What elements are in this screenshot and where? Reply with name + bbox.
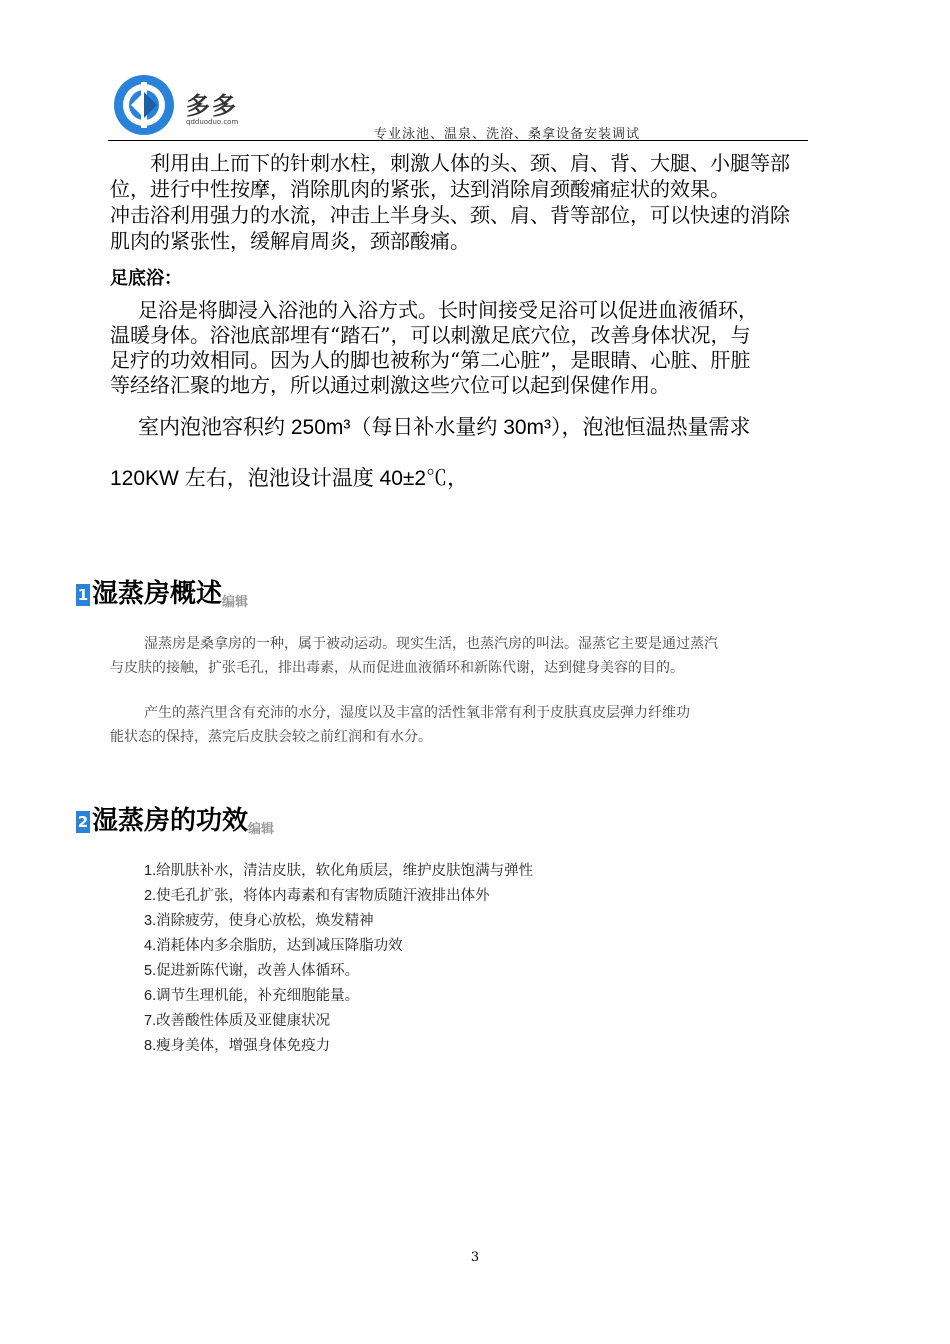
list-item-number: 8.	[144, 1038, 157, 1054]
section-1-number: 1	[77, 586, 89, 604]
header-tagline: 专业泳池、温泉、洗浴、桑拿设备安装调试	[373, 127, 640, 142]
intro-p2-line1: 冲击浴利用强力的水流，冲击上半身头、颈、肩、背等部位，可以快速的消除	[110, 203, 790, 227]
list-item-number: 2.	[144, 888, 157, 904]
section-2-number: 2	[77, 813, 89, 831]
foot-bath-paragraph	[110, 298, 810, 398]
section-1-p2-line2: 能状态的保持，蒸完后皮肤会较之前红润和有水分。	[110, 729, 432, 745]
list-item	[144, 859, 704, 884]
list-item-number: 1.	[144, 863, 157, 879]
list-item	[144, 1009, 704, 1034]
pool-spec-line2-wrap	[110, 462, 810, 492]
logo-name: 多多	[186, 92, 238, 120]
intro-p1-line2: 位，进行中性按摩，消除肌肉的紧张，达到消除肩颈酸痛症状的效果。	[110, 177, 730, 201]
section-1-edit-link[interactable]: 编辑	[222, 595, 249, 610]
list-item-text: 消除疲劳，使身心放松，焕发精神	[156, 913, 374, 929]
list-item-number: 7.	[144, 1013, 157, 1029]
intro-text	[110, 150, 810, 254]
section-1-title-text: 湿蒸房概述	[92, 579, 223, 609]
section-2-edit-link[interactable]: 编辑	[248, 822, 275, 837]
section-2-title-text: 湿蒸房的功效	[92, 806, 249, 836]
foot-bath-line1: 足浴是将脚浸入浴池的入浴方式。长时间接受足浴可以促进血液循环，	[138, 298, 758, 322]
page-header	[108, 70, 808, 140]
list-item-text: 给肌肤补水，清洁皮肤，软化角质层，维护皮肤饱满与弹性	[156, 863, 534, 879]
list-item-text: 改善酸性体质及亚健康状况	[156, 1013, 331, 1029]
intro-p2-line2: 肌肉的紧张性，缓解肩周炎，颈部酸痛。	[110, 229, 470, 253]
list-item-text: 瘦身美体，增强身体免疫力	[156, 1038, 331, 1054]
list-item-number: 6.	[144, 988, 157, 1004]
header-divider	[108, 140, 808, 141]
list-item	[144, 909, 704, 934]
foot-bath-line4: 等经络汇聚的地方，所以通过刺激这些穴位可以起到保健作用。	[110, 373, 670, 397]
foot-bath-heading-wrap	[110, 264, 810, 290]
foot-bath-line2: 温暖身体。浴池底部埋有“踏石”，可以刺激足底穴位，改善身体状况，与	[110, 323, 751, 347]
foot-bath-heading: 足底浴：	[110, 268, 182, 289]
section-2-title	[76, 804, 274, 847]
list-item-number: 5.	[144, 963, 157, 979]
section-1-p1-line1: 湿蒸房是桑拿房的一种，属于被动运动。现实生活，也蒸汽房的叫法。湿蒸它主要是通过蒸汽	[144, 636, 718, 652]
pool-spec-line1: 室内泡池容积约 250m³（每日补水量约 30m³），泡池恒温热量需求	[138, 416, 751, 439]
list-item	[144, 959, 704, 984]
logo-url: qdduoduo.com	[186, 118, 239, 126]
list-item-number: 4.	[144, 938, 157, 954]
foot-bath-text	[110, 298, 810, 398]
section-1-paragraph-2	[110, 701, 810, 749]
list-item-number: 3.	[144, 913, 157, 929]
benefits-list	[144, 859, 704, 1059]
list-item	[144, 984, 704, 1009]
section-1-p1-line2: 与皮肤的接触，扩张毛孔，排出毒素，从而促进血液循环和新陈代谢，达到健身美容的目的。	[110, 660, 684, 676]
page-number: 3	[470, 1250, 480, 1265]
section-1-paragraph-1	[110, 632, 810, 680]
section-1-title	[76, 577, 248, 620]
pool-spec-line2: 120KW 左右，泡池设计温度 40±2℃，	[110, 467, 469, 490]
list-item-text: 使毛孔扩张，将体内毒素和有害物质随汗液排出体外	[156, 888, 490, 904]
list-item-text: 促进新陈代谢，改善人体循环。	[156, 963, 360, 979]
pool-spec-line1-wrap	[110, 411, 810, 441]
list-item	[144, 1034, 704, 1059]
intro-p1-line1: 利用由上而下的针刺水柱，刺激人体的头、颈、肩、背、大腿、小腿等部	[150, 151, 790, 175]
list-item-text: 调节生理机能，补充细胞能量。	[156, 988, 360, 1004]
section-1-p2-line1: 产生的蒸汽里含有充沛的水分，湿度以及丰富的活性氧非常有利于皮肤真皮层弹力纤维功	[144, 705, 690, 721]
list-item	[144, 884, 704, 909]
list-item	[144, 934, 704, 959]
intro-paragraph-1	[110, 150, 810, 254]
company-logo-icon	[113, 74, 175, 136]
foot-bath-line3: 足疗的功效相同。因为人的脚也被称为“第二心脏”，是眼睛、心脏、肝脏	[110, 348, 751, 372]
list-item-text: 消耗体内多余脂肪，达到减压降脂功效	[156, 938, 403, 954]
